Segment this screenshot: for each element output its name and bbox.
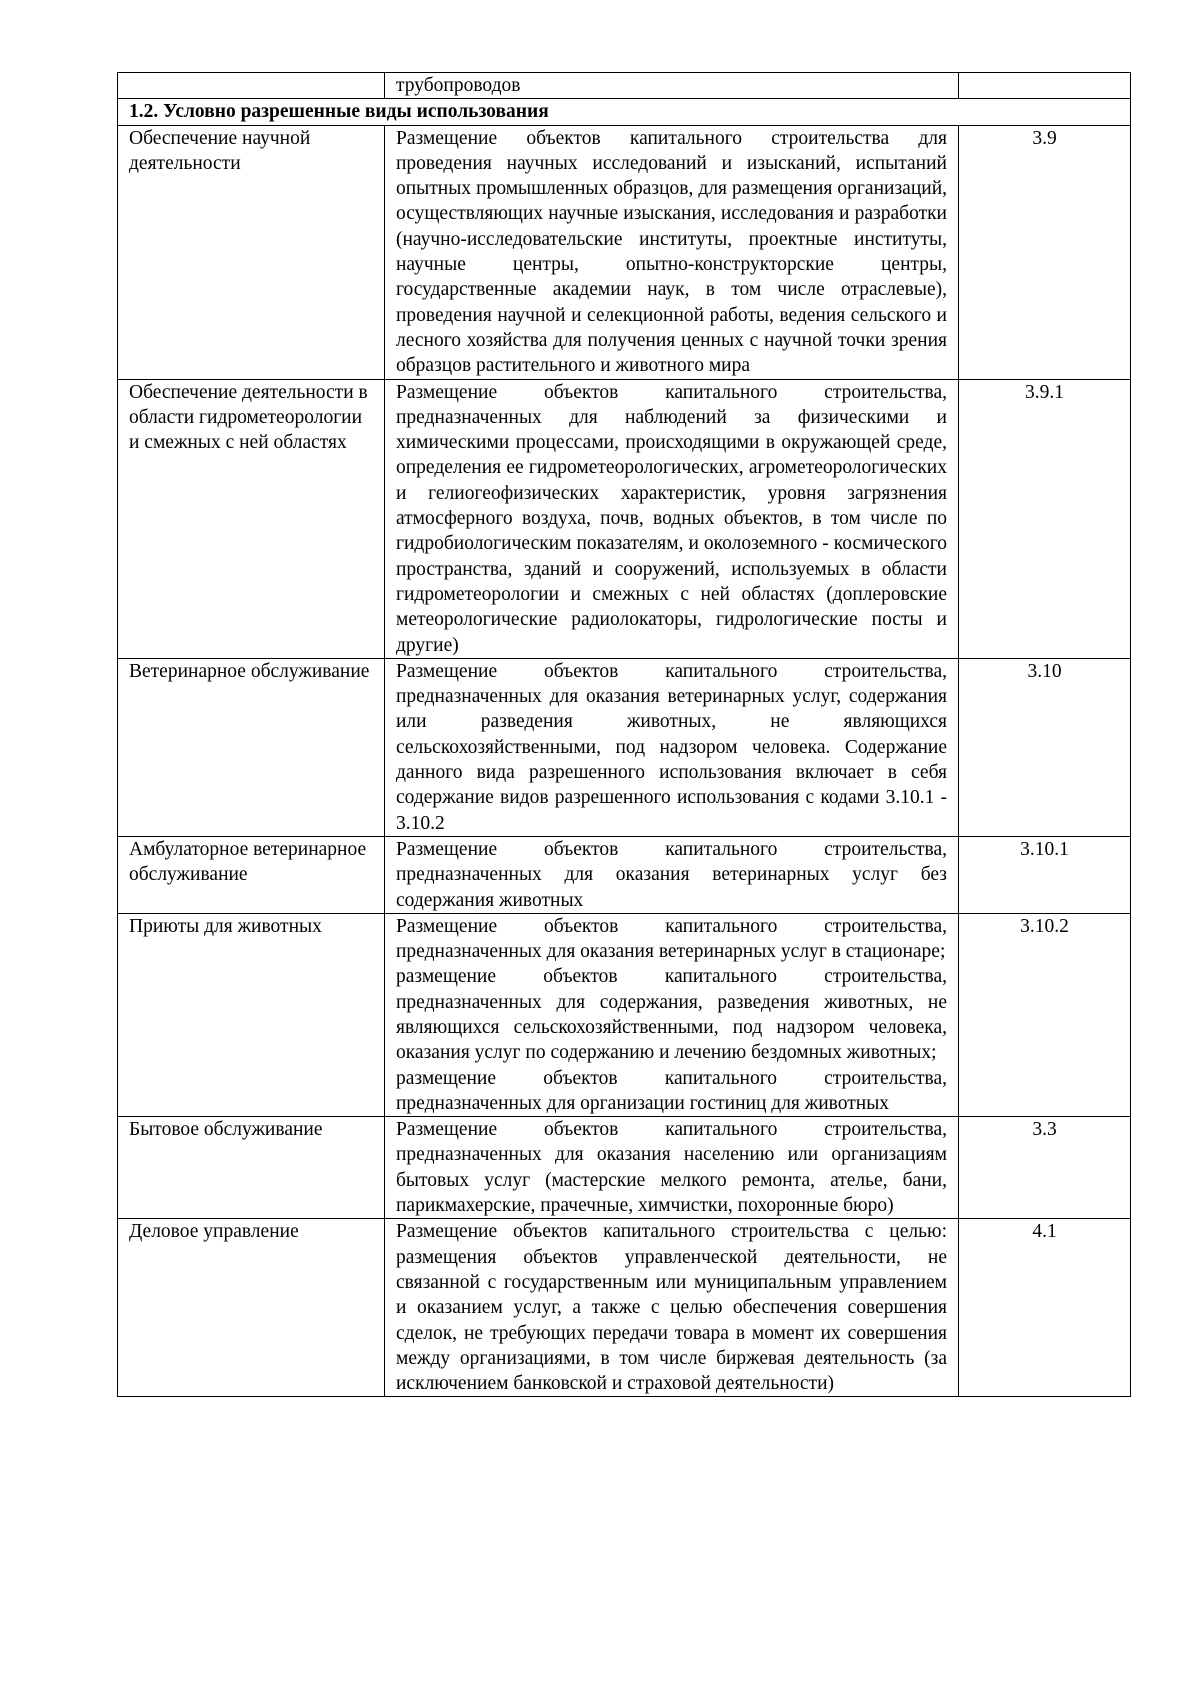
description-paragraph: Размещение объектов капитального строительства, предназначенных для оказания ветеринарных услуг, содержания или разведения животных, не являющихся сельскохозяйственными, под надзором человека. Содержание данного вида разрешенного использования включает в себя содержание видов разрешенного использования с кодами 3.10.1 - 3.10.2	[396, 660, 947, 834]
use-description-cell	[385, 658, 959, 836]
table-row	[118, 1219, 1131, 1397]
table-row	[118, 125, 1131, 379]
description-paragraph: Размещение объектов капитального строительства, предназначенных для оказания ветеринарных услуг в стационаре;	[396, 915, 947, 963]
use-description-cell	[385, 125, 959, 379]
table-row-continuation	[118, 73, 1131, 99]
table-row	[118, 836, 1131, 913]
use-name-cell	[118, 73, 385, 99]
table-body	[118, 73, 1131, 1397]
use-description-cell: трубопроводов	[385, 73, 959, 99]
section-heading: 1.2. Условно разрешенные виды использования	[118, 99, 1131, 125]
land-use-table	[117, 72, 1131, 1397]
use-code-cell: 4.1	[959, 1219, 1131, 1397]
use-description-cell	[385, 1117, 959, 1219]
description-paragraph: Размещение объектов капитального строительства, предназначенных для оказания ветеринарных услуг без содержания животных	[396, 838, 947, 911]
use-name-cell: Приюты для животных	[118, 913, 385, 1116]
use-code-cell: 3.9	[959, 125, 1131, 379]
description-paragraph: Размещение объектов капитального строительства, предназначенных для оказания населению или организациям бытовых услуг (мастерские мелкого ремонта, ателье, бани, парикмахерские, прачечные, химчистки, похоронные бюро)	[396, 1119, 947, 1217]
use-code-cell: 3.9.1	[959, 379, 1131, 658]
use-name-cell: Ветеринарное обслуживание	[118, 658, 385, 836]
table-row	[118, 1117, 1131, 1219]
use-code-cell: 3.10.2	[959, 913, 1131, 1116]
use-name-cell: Деловое управление	[118, 1219, 385, 1397]
use-code-cell: 3.3	[959, 1117, 1131, 1219]
use-code-cell	[959, 73, 1131, 99]
use-description-cell	[385, 1219, 959, 1397]
use-name-cell: Бытовое обслуживание	[118, 1117, 385, 1219]
table-row	[118, 658, 1131, 836]
description-paragraph: размещение объектов капитального строительства, предназначенных для содержания, разведения животных, не являющихся сельскохозяйственными, под надзором человека, оказания услуг по содержанию и лечению бездомных животных;	[396, 966, 947, 1064]
use-code-cell: 3.10.1	[959, 836, 1131, 913]
use-name-cell: Обеспечение деятельности в области гидрометеорологии и смежных с ней областях	[118, 379, 385, 658]
description-paragraph: размещение объектов капитального строительства, предназначенных для организации гостиниц для животных	[396, 1067, 947, 1114]
description-paragraph: Размещение объектов капитального строительства, предназначенных для наблюдений за физическими и химическими процессами, происходящими в окружающей среде, определения ее гидрометеорологических, агрометеорологических и гелиогеофизических характеристик, уровня загрязнения атмосферного воздуха, почв, водных объектов, в том числе по гидробиологическим показателям, и околоземного - космического пространства, зданий и сооружений, используемых в области гидрометеорологии и смежных с ней областях (доплеровские метеорологические радиолокаторы, гидрологические посты и другие)	[396, 381, 947, 656]
use-description-cell	[385, 913, 959, 1116]
section-heading-row	[118, 99, 1131, 125]
table-row	[118, 379, 1131, 658]
use-description-cell	[385, 836, 959, 913]
description-paragraph: Размещение объектов капитального строительства с целью: размещения объектов управленческой деятельности, не связанной с государственным или муниципальным управлением и оказанием услуг, а также с целью обеспечения совершения сделок, не требующих передачи товара в момент их совершения между организациями, в том числе биржевая деятельность (за исключением банковской и страховой деятельности)	[396, 1221, 947, 1395]
use-name-cell: Амбулаторное ветеринарное обслуживание	[118, 836, 385, 913]
description-paragraph: Размещение объектов капитального строительства для проведения научных исследований и изысканий, испытаний опытных промышленных образцов, для размещения организаций, осуществляющих научные изыскания, исследования и разработки (научно-исследовательские институты, проектные институты, научные центры, опытно-конструкторские центры, государственные академии наук, в том числе отраслевые), проведения научной и селекционной работы, ведения сельского и лесного хозяйства для получения ценных с научной точки зрения образцов растительного и животного мира	[396, 127, 947, 377]
table-row	[118, 913, 1131, 1116]
use-code-cell: 3.10	[959, 658, 1131, 836]
use-name-cell: Обеспечение научной деятельности	[118, 125, 385, 379]
use-description-cell	[385, 379, 959, 658]
